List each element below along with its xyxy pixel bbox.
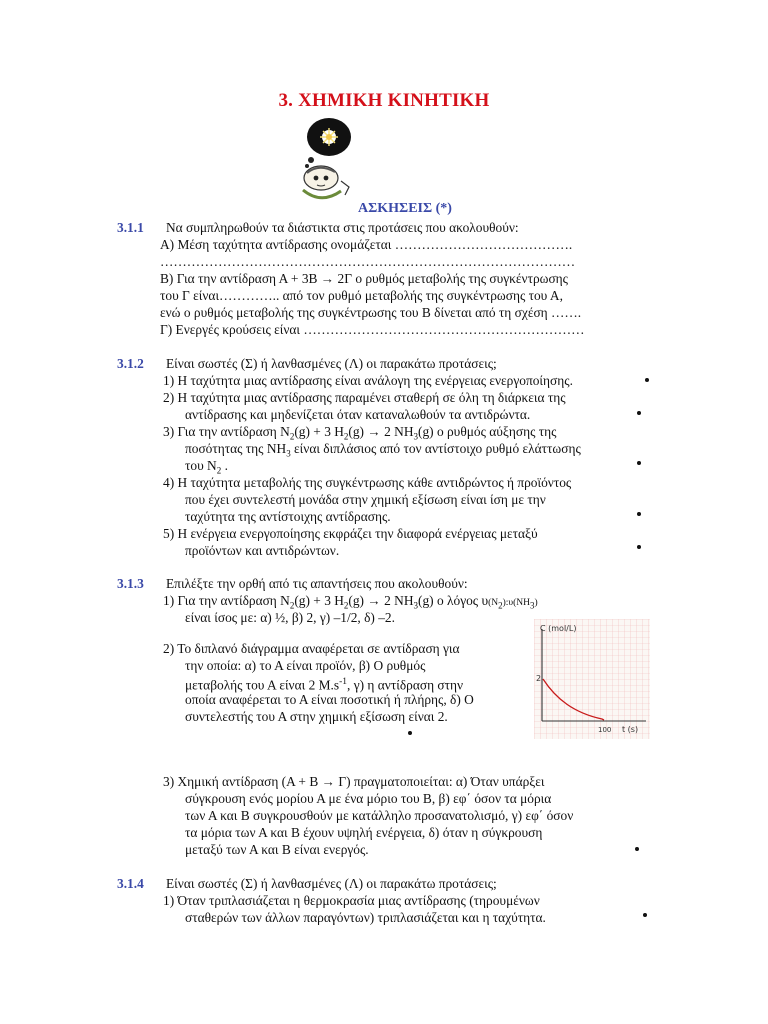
q314-intro: Είναι σωστές (Σ) ή λανθασμένες (Λ) οι παρακάτω προτάσεις;: [166, 876, 497, 891]
q312-intro: Είναι σωστές (Σ) ή λανθασμένες (Λ) οι παρακάτω προτάσεις;: [166, 356, 497, 371]
q314-item-1-line1: 1) Όταν τριπλασιάζεται η θερμοκρασία μιας αντίδρασης (τηρουμένων: [163, 893, 540, 908]
q312-item-2-line2: αντίδρασης και μηδενίζεται όταν καταναλωθούν τα αντιδρώντα.: [185, 407, 531, 422]
q312-item-1: 1) Η ταχύτητα μιας αντίδρασης είναι ανάλογη της ενέργειας ενεργοποίησης.: [163, 373, 573, 388]
answer-bullet: [645, 378, 649, 382]
q314-item-1-line2: σταθερών των άλλων παραγόντων) τριπλασιάζεται και η ταχύτητα.: [185, 910, 546, 925]
answer-bullet: [408, 731, 412, 735]
q312-item-2-line1: 2) Η ταχύτητα μιας αντίδρασης παραμένει σταθερή σε όλη τη διάρκεια της: [163, 390, 566, 405]
answer-bullet: [635, 847, 639, 851]
q313-item-1-line1: 1) Για την αντίδραση $N_2(g) + 3$ $H_2(g) \to 2$ $NH_3(g)$ ο λόγος $\upsilon(N_2):\upsilon(NH_3)$: [163, 593, 538, 611]
q313-item-3-line3: των Α και Β συγκρουσθούν με κατάλληλο προσανατολισμό, γ) εφ΄ όσον: [185, 808, 574, 823]
q312-item-4-line1: 4) Η ταχύτητα μεταβολής της συγκέντρωσης κάθε αντιδρώντος ή προϊόντος: [163, 475, 572, 490]
concentration-time-graph: [534, 619, 650, 739]
q311-part-b-line3: ενώ ο ρυθμός μεταβολής της συγκέντρωσης του Β δίνεται από τη σχέση …….: [160, 305, 582, 320]
q311-part-b-line2: του Γ είναι………….. από τον ρυθμό μεταβολής της συγκέντρωσης του Α,: [160, 288, 563, 303]
q312-item-5-line1: 5) Η ενέργεια ενεργοποίησης εκφράζει την διαφορά ενέργειας μεταξύ: [163, 526, 538, 541]
q312-item-4-line3: ταχύτητα της αντίστοιχης αντίδρασης.: [185, 509, 391, 524]
q311-part-c: Γ) Ενεργές κρούσεις είναι ………………………………………………………: [160, 322, 585, 337]
graph-x-end-label: 100: [598, 726, 612, 734]
q312-item-5-line2: προϊόντων και αντιδρώντων.: [185, 543, 340, 558]
graph-y-label: C (mol/L): [540, 624, 577, 633]
thinking-child-illustration: [289, 115, 363, 200]
q313-item-2-line1: 2) Το διπλανό διάγραμμα αναφέρεται σε αντίδραση για: [163, 641, 460, 656]
graph-y-start-label: 2: [536, 674, 542, 683]
q313-item-3-line4: τα μόρια των Α και Β έχουν υψηλή ενέργεια, δ) όταν η σύγκρουση: [185, 825, 543, 840]
q312-item-3-line1: 3) Για την αντίδραση $N_2(g) + 3$ $H_2(g) \to 2$ $NH_3(g)$ ο ρυθμός αύξησης της: [163, 424, 557, 442]
exercises-heading: ΑΣΚΗΣΕΙΣ (*): [358, 201, 452, 216]
q313-item-3-line2: σύγκρουση ενός μορίου Α με ένα μόριο του Β, β) εφ΄ όσον τα μόρια: [185, 791, 552, 806]
q313-item-3-line1: 3) Χημική αντίδραση (Α + Β → Γ) πραγματοποιείται: α) Όταν υπάρξει: [163, 774, 545, 789]
answer-bullet: [637, 461, 641, 465]
q313-item-2-line2: την οποία: α) το Α είναι προϊόν, β) Ο ρυθμός: [185, 658, 426, 673]
q313-item-3-line5: μεταξύ των Α και Β είναι ενεργός.: [185, 842, 369, 857]
q311-part-a: Α) Μέση ταχύτητα αντίδρασης ονομάζεται ………………………………….: [160, 237, 573, 252]
q313-item-2-line4: οποία αναφέρεται το Α είναι ποσοτική ή πλήρης, δ) Ο: [185, 692, 474, 707]
question-number-3-1-4: 3.1.4: [117, 876, 144, 891]
q313-item-2-line3: μεταβολής του Α είναι 2 $M.s^{-1}$, γ) η αντίδραση στην: [185, 677, 464, 693]
q312-item-3-line2: ποσότητας της $NH_3$ είναι διπλάσιος από τον αντίστοιχο ρυθμό ελάττωσης: [185, 441, 581, 459]
q313-item-2-line5: συντελεστής του Α στην χημική εξίσωση είναι 2.: [185, 709, 448, 724]
q313-item-1-line2: είναι ίσος με: α) ½, β) 2, γ) –1/2, δ) –2.: [185, 610, 395, 625]
page-title: 3. ΧΗΜΙΚΗ ΚΙΝΗΤΙΚΗ: [278, 90, 490, 111]
q312-item-3-line3: του $N_2$ .: [185, 458, 228, 476]
question-number-3-1-3: 3.1.3: [117, 576, 144, 591]
q311-part-b-line1: Β) Για την αντίδραση Α + 3Β → 2Γ ο ρυθμός μεταβολής της συγκέντρωσης: [160, 271, 568, 286]
answer-bullet: [643, 913, 647, 917]
q312-item-4-line2: που έχει συντελεστή μονάδα στην χημική εξίσωση είναι ίση με την: [185, 492, 546, 507]
answer-bullet: [637, 411, 641, 415]
answer-bullet: [637, 512, 641, 516]
answer-bullet: [637, 545, 641, 549]
question-number-3-1-2: 3.1.2: [117, 356, 144, 371]
q313-intro: Επιλέξτε την ορθή από τις απαντήσεις που ακολουθούν:: [166, 576, 468, 591]
question-number-3-1-1: 3.1.1: [117, 220, 144, 235]
q311-part-a-line2: …………………………………………………………………………………: [160, 254, 576, 269]
q311-intro: Να συμπληρωθούν τα διάστικτα στις προτάσεις που ακολουθούν:: [166, 220, 519, 235]
graph-x-label: t (s): [622, 725, 639, 734]
